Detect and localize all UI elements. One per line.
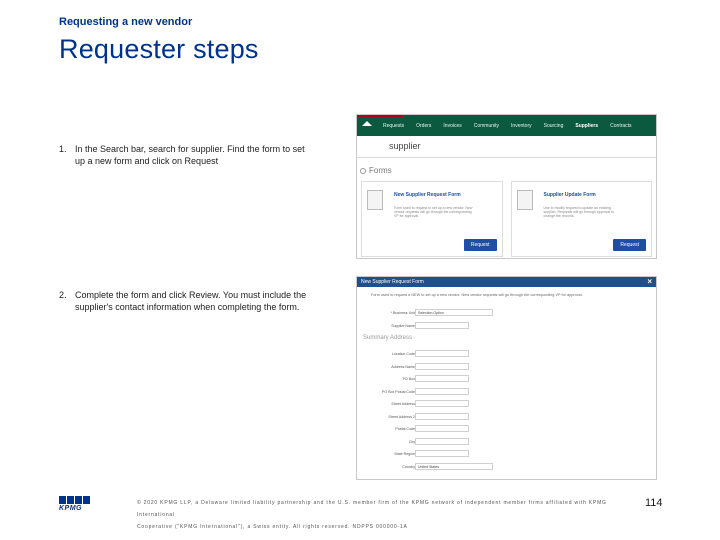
supplier-form-screenshot — [356, 276, 657, 480]
nav-sourcing[interactable]: Sourcing — [543, 122, 564, 129]
field-label: State Region — [394, 452, 415, 456]
field-input[interactable]: United States — [415, 463, 493, 470]
page-number: 114 — [645, 497, 663, 509]
step-text-continued: up a new form and click on Request — [75, 156, 219, 166]
step-text: In the Search bar, search for supplier. Find the form to set — [75, 144, 305, 154]
copyright-text — [137, 497, 607, 533]
step-text-continued: supplier's contact information when completing the form. — [75, 302, 300, 312]
field-input[interactable] — [415, 450, 469, 457]
field-input[interactable]: Selection Option — [415, 309, 493, 316]
field-input[interactable] — [415, 388, 469, 395]
slide-supertitle: Requesting a new vendor — [59, 16, 193, 28]
form-row — [357, 438, 657, 446]
form-card-description: Form used to request to set up a new vendor. New vendor requests will go through the corresponding VP for approval. — [394, 206, 473, 218]
form-card-description: Use to modify request to update an existing supplier. Requests will go through approval to change the records. — [543, 206, 615, 218]
forms-heading-label: Forms — [369, 166, 392, 175]
field-input[interactable] — [415, 350, 469, 357]
kpmg-logo — [59, 496, 93, 513]
form-row — [357, 463, 657, 471]
copyright-line-1: © 2020 KPMG LLP, a Delaware limited liability partnership and the U.S. member firm of the KPMG network of independent member firms affiliated with KPMG International — [137, 500, 607, 518]
field-label: Street Address — [391, 402, 415, 406]
nav-orders[interactable]: Orders — [416, 122, 432, 129]
field-label: PO Box — [402, 377, 415, 381]
form-row — [357, 363, 657, 371]
field-input[interactable] — [415, 363, 469, 370]
field-label: Location Code — [391, 352, 415, 356]
field-label: * Business Unit — [390, 311, 415, 315]
step-text: Complete the form and click Review. You must include the — [75, 290, 307, 300]
request-button[interactable]: Request — [613, 239, 646, 251]
nav-suppliers[interactable]: Suppliers — [575, 122, 599, 129]
field-input[interactable] — [415, 400, 469, 407]
home-icon[interactable] — [357, 115, 377, 136]
nav-community[interactable]: Community — [473, 122, 500, 129]
search-input[interactable]: supplier — [357, 136, 656, 158]
form-row — [357, 425, 657, 433]
field-label: Postal Code — [395, 427, 415, 431]
document-icon — [517, 190, 533, 210]
form-header-title: New Supplier Request Form — [361, 279, 424, 285]
field-input[interactable] — [415, 425, 469, 432]
form-row — [357, 450, 657, 458]
forms-heading — [357, 158, 656, 175]
form-row — [357, 388, 657, 396]
section-summary-address: Summary Address — [363, 335, 413, 341]
nav-invoices[interactable]: Invoices — [443, 122, 462, 129]
copyright-line-2: Cooperative ("KPMG International"), a Swiss entity. All rights reserved. NDPPS 000000-1A — [137, 524, 408, 530]
field-input[interactable] — [415, 375, 469, 382]
nav-contracts[interactable]: Contracts — [610, 122, 632, 129]
step-1 — [59, 143, 349, 167]
form-card-new-supplier — [361, 181, 503, 257]
form-header — [357, 277, 656, 287]
form-intro: Form used to request a NEW to set up a new vendor. New vendor requests will go through the corresponding VP for approval. — [371, 293, 583, 297]
form-row — [357, 322, 657, 330]
form-card-supplier-update — [511, 181, 653, 257]
field-label: City — [408, 439, 415, 444]
form-row — [357, 400, 657, 408]
field-input[interactable] — [415, 322, 469, 329]
field-label: Street Address 2 — [388, 414, 415, 419]
step-number: 2. — [59, 290, 67, 300]
logo-text: KPMG — [59, 505, 82, 512]
request-button[interactable]: Request — [464, 239, 497, 251]
page-title: Requester steps — [59, 34, 259, 64]
field-label: PO Box Postal Code — [382, 389, 415, 394]
form-row — [357, 375, 657, 383]
form-card-title[interactable]: Supplier Update Form — [543, 192, 596, 198]
close-icon[interactable]: × — [647, 277, 652, 286]
step-2 — [59, 289, 349, 313]
nav-requests[interactable]: Requests — [383, 122, 405, 129]
field-label: Address Name — [391, 364, 415, 369]
step-number: 1. — [59, 144, 67, 154]
field-input[interactable] — [415, 438, 469, 445]
field-label: Supplier Name — [391, 324, 415, 328]
form-row — [357, 350, 657, 358]
document-icon — [367, 190, 383, 210]
form-row — [357, 413, 657, 421]
active-indicator — [357, 115, 403, 117]
top-navbar — [357, 115, 656, 136]
form-card-title[interactable]: New Supplier Request Form — [394, 192, 461, 198]
nav-inventory[interactable]: Inventory — [511, 122, 532, 129]
gear-icon — [360, 168, 366, 174]
field-label: Country — [402, 464, 415, 469]
forms-screenshot — [356, 114, 657, 259]
form-row — [357, 309, 657, 317]
field-input[interactable] — [415, 413, 469, 420]
